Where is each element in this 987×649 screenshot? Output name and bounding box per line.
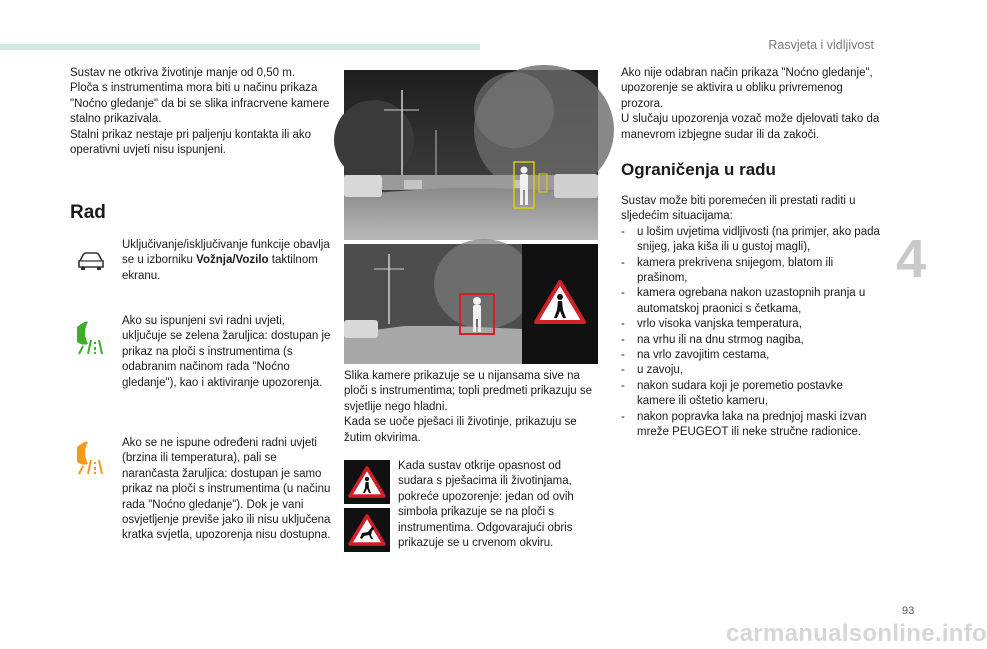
list-item: - u zavoju, [621,363,883,378]
collision-warning-image [344,244,598,364]
limitations-section [621,194,883,441]
car-icon [76,250,106,272]
rad-heading: Rad [70,202,106,223]
image-caption [344,369,600,446]
section-title: Rasvjeta i vidljivost [768,38,874,52]
toggle-text: Uključivanje/isključivanje funkcije obavlja se u izborniku [122,239,330,267]
list-item: - nakon popravka laka na prednjoj maski izvan mreže PEUGEOT ili neke stručne radionice. [621,410,883,441]
list-item: - vrlo visoka vanjska temperatura, [621,317,883,332]
warning-text: Kada sustav otkrije opasnost od sudara s pješacima ili životinjama, pokreće upozorenje: jedan od ovih simbola prikazuje se na ploči s instrumentima. Odgovarajući obris prikazuje se u crvenom okviru. [398,460,574,550]
intro-paragraph: Stalni prikaz nestaje pri paljenju kontakta ili ako operativni uvjeti nisu ispunjeni. [70,128,311,157]
night-vision-green-icon [74,318,110,356]
orange-lamp-text: Ako se ne ispune određeni radni uvjeti (brzina ili temperatura), pali se narančasta žaruljica: dostupan je samo prikaz na ploči s instrumentima (u načinu rada "Noćno gledanje"). Dok je vani osvjetljenje previše jako ili nisu uključena kratka svjetla, upozorenja nisu dostupna. [122,437,331,542]
menu-name: Vožnja/Vozilo [196,254,269,267]
page-number: 93 [902,605,915,617]
toggle-text-end: taktilnom ekranu. [122,254,318,282]
intro-paragraph: Sustav ne otkriva životinje manje od 0,50 m. [70,67,296,79]
night-vision-orange-icon [74,438,110,476]
list-item: - kamera ogrebana nakon uzastopnih pranja u automatskoj praonici s četkama, [621,286,883,317]
limitations-lead: Sustav može biti poremećen ili prestati raditi u sljedećim situacijama: [621,195,856,223]
col3-intro [621,66,883,143]
list-item: - na vrhu ili na dnu strmog nagiba, [621,333,883,348]
list-item: - u lošim uvjetima vidljivosti (na primjer, ako pada snijeg, jaka kiša ili u gustoj magli), [621,225,883,256]
col1-intro [70,66,332,158]
list-item: - kamera prekrivena snijegom, blatom ili prašinom, [621,256,883,287]
caption-paragraph: Slika kamere prikazuje se u nijansama sive na ploči s instrumentima; topli predmeti prikazuju se svjetlije nego hladni. [344,370,592,413]
limitations-heading: Ograničenja u radu [621,160,776,179]
toggle-instruction [122,238,332,284]
col3-intro-paragraph: U slučaju upozorenja vozač može djelovati tako da manevrom izbjegne sudar ili da zakoči. [621,113,880,141]
caption-paragraph: Kada se uoče pješaci ili životinje, prikazuju se žutim okvirima. [344,416,577,444]
pedestrian-warning-icon [344,460,390,504]
watermark: carmanualsonline.info [726,620,987,647]
intro-paragraph: Ploča s instrumentima mora biti u načinu prikaza "Noćno gledanje" da bi se slika infracrvene kamere stalno prikazivala. [70,82,330,126]
list-item: - na vrlo zavojitim cestama, [621,348,883,363]
chapter-number: 4 [896,229,927,289]
list-item: - nakon sudara koji je poremetio postavke kamere ili oštetio kameru, [621,379,883,410]
col3-intro-paragraph: Ako nije odabran način prikaza "Noćno gledanje", upozorenje se aktivira u obliku privremenog prozora. [621,67,873,110]
limitations-list [621,225,883,441]
top-accent-bar [0,44,480,50]
green-lamp-text: Ako su ispunjeni svi radni uvjeti, uključuje se zelena žaruljica: dostupan je prikaz na ploči s instrumentima (s odabranim načinom rada "Noćno gledanje"), kao i aktiviranje upozorenja. [122,315,331,389]
animal-warning-icon [344,508,390,552]
night-vision-camera-image [344,70,598,240]
